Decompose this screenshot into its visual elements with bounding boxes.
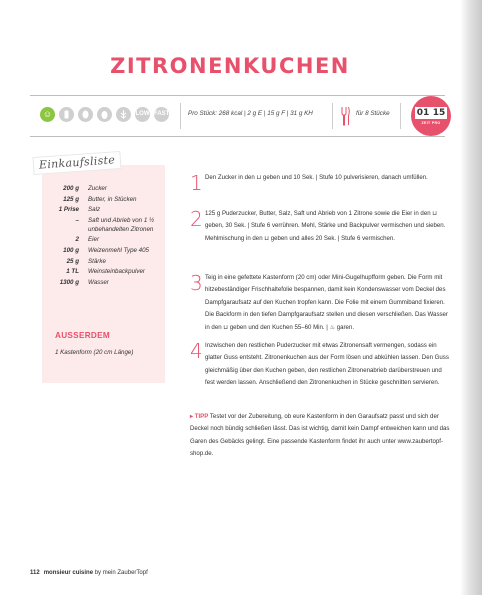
step-number: 4 — [190, 339, 203, 363]
time-badge — [411, 96, 451, 136]
divider — [30, 136, 445, 137]
shopping-list-title: Einkaufsliste — [32, 151, 121, 175]
low-carb-icon: LOW CARB — [135, 107, 150, 122]
time-value — [415, 107, 447, 119]
ingredient-row — [42, 185, 165, 194]
ingredient-name: Wasser — [88, 279, 109, 286]
brand-suffix: by mein ZauberTopf — [93, 570, 148, 576]
ingredient-name: Butter, in Stücken — [88, 195, 137, 203]
ingredient-name: Weinsteinbackpulver — [88, 268, 145, 276]
ingredient-name: Zucker — [88, 185, 107, 192]
extras-heading: AUSSERDEM — [55, 331, 111, 340]
lactose-icon — [59, 107, 74, 122]
ingredient-row — [42, 268, 165, 277]
ingredient-qty: 1300 g — [59, 279, 79, 286]
ingredient-list — [42, 185, 165, 290]
ingredient-row — [42, 206, 165, 215]
ingredient-name: Eier — [88, 236, 100, 244]
step-text: 125 g Puderzucker, Butter, Salz, Saft und Abrieb von 1 Zitrone sowie die Eier in den ⊔ geben, 30 Sek. | Stufe 6 verrühren. Mehl, Stärke und Backpulver vermischen und sieben. Mehlmischung in den ⊔ geben und alles 20 Sek. | Stufe 6 vermischen. — [205, 210, 446, 242]
servings: für 8 Stücke — [356, 110, 390, 117]
ingredient-qty: 1 TL — [66, 268, 79, 276]
step-number: 1 — [190, 171, 203, 195]
step-text: Teig in eine gefettete Kastenform (20 cm) oder Mini-Gugelhupfform geben. Die Form mit hitzebeständiger Frischhaltefolie bespannen, damit kein Kondenswasser vom Deckel des Dampfgaraufsatz auf den Kuchen tropfen kann. Die Folie mit einem Gummiband fixieren. Die Backform in den tiefen Dampfgaraufsatz stellen und diesen verschließen. Das Wasser in den ⊔ geben und den Kuchen 55–60 Min. | ♨ garen. — [205, 274, 448, 331]
step-number: 2 — [190, 207, 203, 231]
ingredient-row — [42, 236, 165, 245]
divider — [30, 95, 445, 96]
step-number: 3 — [190, 271, 203, 295]
ingredient-qty: 125 g — [63, 195, 79, 203]
ingredient-qty: 2 — [75, 236, 79, 244]
nutrition-info: Pro Stück: 268 kcal | 2 g E | 15 g F | 31 g KH — [188, 110, 313, 117]
ingredient-row — [42, 258, 165, 267]
ingredient-name: Weizenmehl Type 405 — [88, 246, 149, 254]
brand-name: monsieur cuisine — [43, 570, 94, 576]
ingredient-qty: 100 g — [63, 246, 79, 254]
ingredient-row — [42, 279, 165, 288]
extras-item: 1 Kastenform (20 cm Länge) — [55, 349, 134, 356]
divider — [400, 103, 401, 129]
time-minutes: 15 — [432, 108, 446, 118]
page-number: 112 — [30, 570, 40, 576]
recipe-title: ZITRONENKUCHEN — [110, 54, 350, 78]
ingredient-name: Salz — [88, 206, 101, 214]
recipe-info-bar — [30, 95, 450, 137]
tip-box — [190, 411, 450, 461]
tip-label: ▸ TIPP — [190, 413, 209, 420]
step-text: Den Zucker in den ⊔ geben und 10 Sek. | Stufe 10 pulverisieren, danach umfüllen. — [205, 174, 428, 181]
page-edge-shadow — [460, 0, 482, 595]
page-footer — [30, 570, 148, 576]
diet-icons — [40, 107, 170, 132]
ingredient-row — [42, 247, 165, 256]
ingredient-qty: 200 g — [63, 185, 79, 192]
vegetarian-icon: ☺ — [40, 107, 55, 122]
step-text: Inzwischen den restlichen Puderzucker mit etwas Zitronensaft vermengen, sodass ein glatter Guss entsteht. Zitronenkuchen aus der Form lösen und abkühlen lassen. Den Guss gleichmäßig über den Kuchen geben, den restlichen Zitronenabrieb darüberstreuen und fest werden lassen. Anschließend den Zitronenkuchen in Stücke geschnitten servieren. — [205, 342, 449, 387]
ingredient-row — [42, 217, 165, 234]
divider — [332, 103, 333, 129]
ingredient-row — [42, 196, 165, 205]
ingredient-name: Saft und Abrieb von 1 ½ unbehandelten Zitronen — [88, 217, 155, 233]
ingredient-qty: – — [75, 217, 79, 225]
ingredient-qty: 25 g — [66, 257, 79, 265]
gluten-icon — [116, 107, 131, 122]
fast-icon: FAST — [154, 107, 169, 122]
time-label: ZEIT PRO — [421, 121, 441, 125]
ingredient-qty: 1 Prise — [58, 206, 79, 214]
tip-text: Testet vor der Zubereitung, ob eure Kastenform in den Garaufsatz passt und sich der Deckel noch bündig schließen lässt. Das ist wichtig, damit kein Dampf entweichen kann und das Garen des Gebäcks gelingt. Eine passende Kastenform findet ihr auch unter www.zaubertopf-shop.de. — [190, 413, 450, 458]
egg-icon — [97, 107, 112, 122]
cutlery-icon — [340, 106, 350, 126]
divider — [180, 103, 181, 129]
time-hours: 01 — [416, 108, 430, 118]
ingredient-name: Stärke — [88, 257, 106, 265]
nut-icon — [78, 107, 93, 122]
